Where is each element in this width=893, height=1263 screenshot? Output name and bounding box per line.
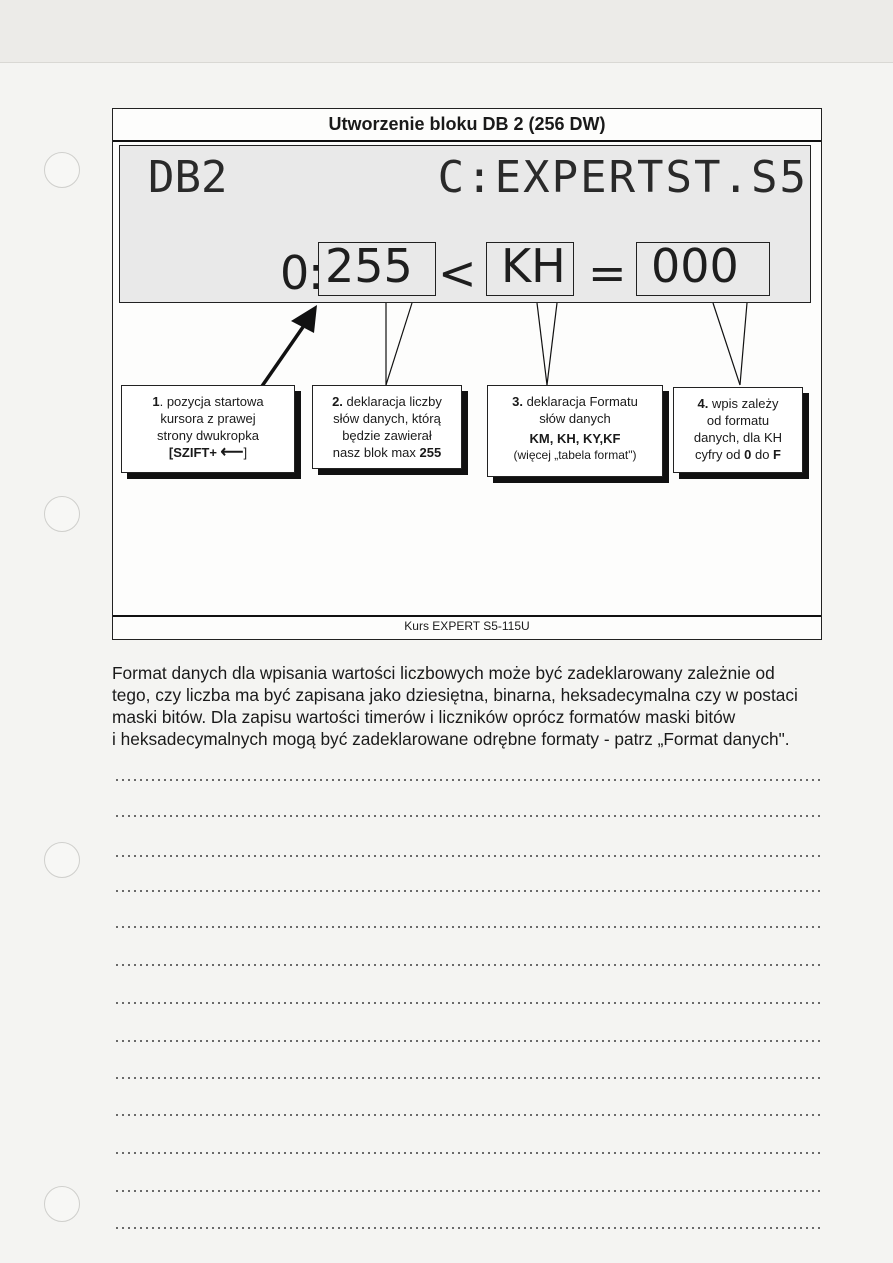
lcd-block-name: DB2: [148, 152, 228, 203]
lcd-file-name: C:EXPERTST.S5: [437, 152, 808, 203]
note-value-entry: 4. wpis zależy od formatu danych, dla KH cyfry od 0 do F: [673, 387, 803, 473]
note-dotted-line: [114, 1002, 822, 1004]
note-format: 3. deklaracja Formatu słów danych KM, KH, KY,KF (więcej „tabela format"): [487, 385, 663, 477]
slide-title: Utworzenie bloku DB 2 (256 DW): [113, 109, 821, 142]
note-dotted-line: [114, 964, 822, 966]
scan-margin: [0, 0, 893, 63]
punch-hole: [44, 842, 80, 878]
lcd-equals: =: [588, 246, 627, 300]
note-dotted-line: [114, 890, 822, 892]
body-paragraph: Format danych dla wpisania wartości liczbowych może być zadeklarowany zależnie od tego, czy liczba ma być zapisana jako dziesiętna, binarna, heksadecymalna czy w postaci maski bitów. Dla zapisu wartości timerów i liczników oprócz formatów maski bitów i heksadecymalnych mogą być zadeklarowane odrębne formaty - patrz „Format danych".: [112, 663, 798, 749]
lcd-start-index: 0: [280, 246, 310, 300]
lcd-count-field: 255: [318, 242, 436, 296]
lcd-cursor-lt: <: [438, 246, 477, 300]
cursor-arrow-head: [291, 305, 317, 333]
note-dotted-line: [114, 779, 822, 781]
note-dotted-line: [114, 926, 822, 928]
punch-hole: [44, 1186, 80, 1222]
note-dotted-line: [114, 1152, 822, 1154]
note-dotted-line: [114, 855, 822, 857]
left-arrow-icon: ⟵: [220, 444, 244, 461]
note-dotted-line: [114, 1077, 822, 1079]
cursor-arrow-shaft: [260, 327, 303, 389]
note-dotted-line: [114, 1114, 822, 1116]
lcd-format-field: KH: [486, 242, 574, 296]
note-word-count: 2. deklaracja liczby słów danych, którą będzie zawierał nasz blok max 255: [312, 385, 462, 469]
slide-frame: [112, 108, 822, 640]
footer-rule: [113, 615, 821, 617]
punch-hole: [44, 496, 80, 532]
note-dotted-line: [114, 1227, 822, 1229]
note-dotted-line: [114, 815, 822, 817]
note-dotted-line: [114, 1040, 822, 1042]
note-cursor-position: 1. pozycja startowa kursora z prawej strony dwukropka [SZIFT+ ⟵]: [121, 385, 295, 473]
lcd-colon: :: [308, 246, 324, 300]
slide-footer: Kurs EXPERT S5-115U: [404, 619, 530, 633]
note-dotted-line: [114, 1190, 822, 1192]
lcd-value-field: 000: [636, 242, 770, 296]
punch-hole: [44, 152, 80, 188]
